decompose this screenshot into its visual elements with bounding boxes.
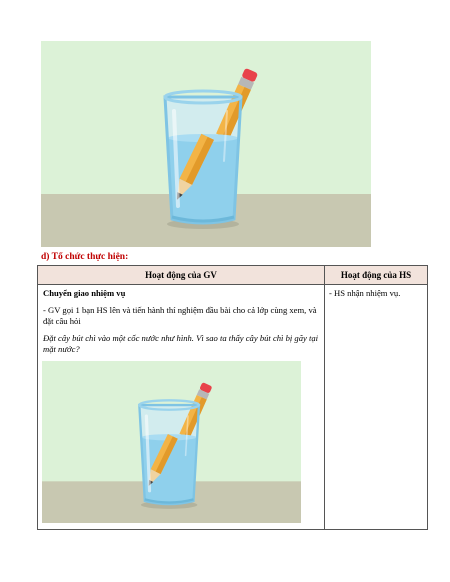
table-row bbox=[38, 285, 428, 530]
experiment-question: Đặt cây bút chì vào một cốc nước như hình. Vì sao ta thấy cây bút chì bị gãy tại mặt nước? bbox=[43, 332, 319, 355]
section-heading: d) Tổ chức thực hiện: bbox=[41, 252, 129, 262]
hs-activity-cell bbox=[325, 285, 428, 530]
student-response: - HS nhận nhiệm vụ. bbox=[329, 288, 401, 298]
hs-column-header: Hoạt động của HS bbox=[325, 266, 428, 285]
gv-column-header: Hoạt động của GV bbox=[38, 266, 325, 285]
activity-table bbox=[37, 265, 428, 530]
glass-of-water-with-pencil-illustration bbox=[41, 41, 371, 247]
task-title: Chuyển giao nhiệm vụ bbox=[43, 288, 126, 298]
table-header-row bbox=[38, 266, 428, 285]
teacher-instruction: - GV gọi 1 bạn HS lên và tiến hành thí nghiệm đầu bài cho cả lớp cùng xem, và đặt câu hỏi bbox=[43, 304, 317, 327]
gv-activity-cell bbox=[38, 285, 325, 530]
glass-of-water-with-pencil-illustration bbox=[42, 361, 301, 523]
